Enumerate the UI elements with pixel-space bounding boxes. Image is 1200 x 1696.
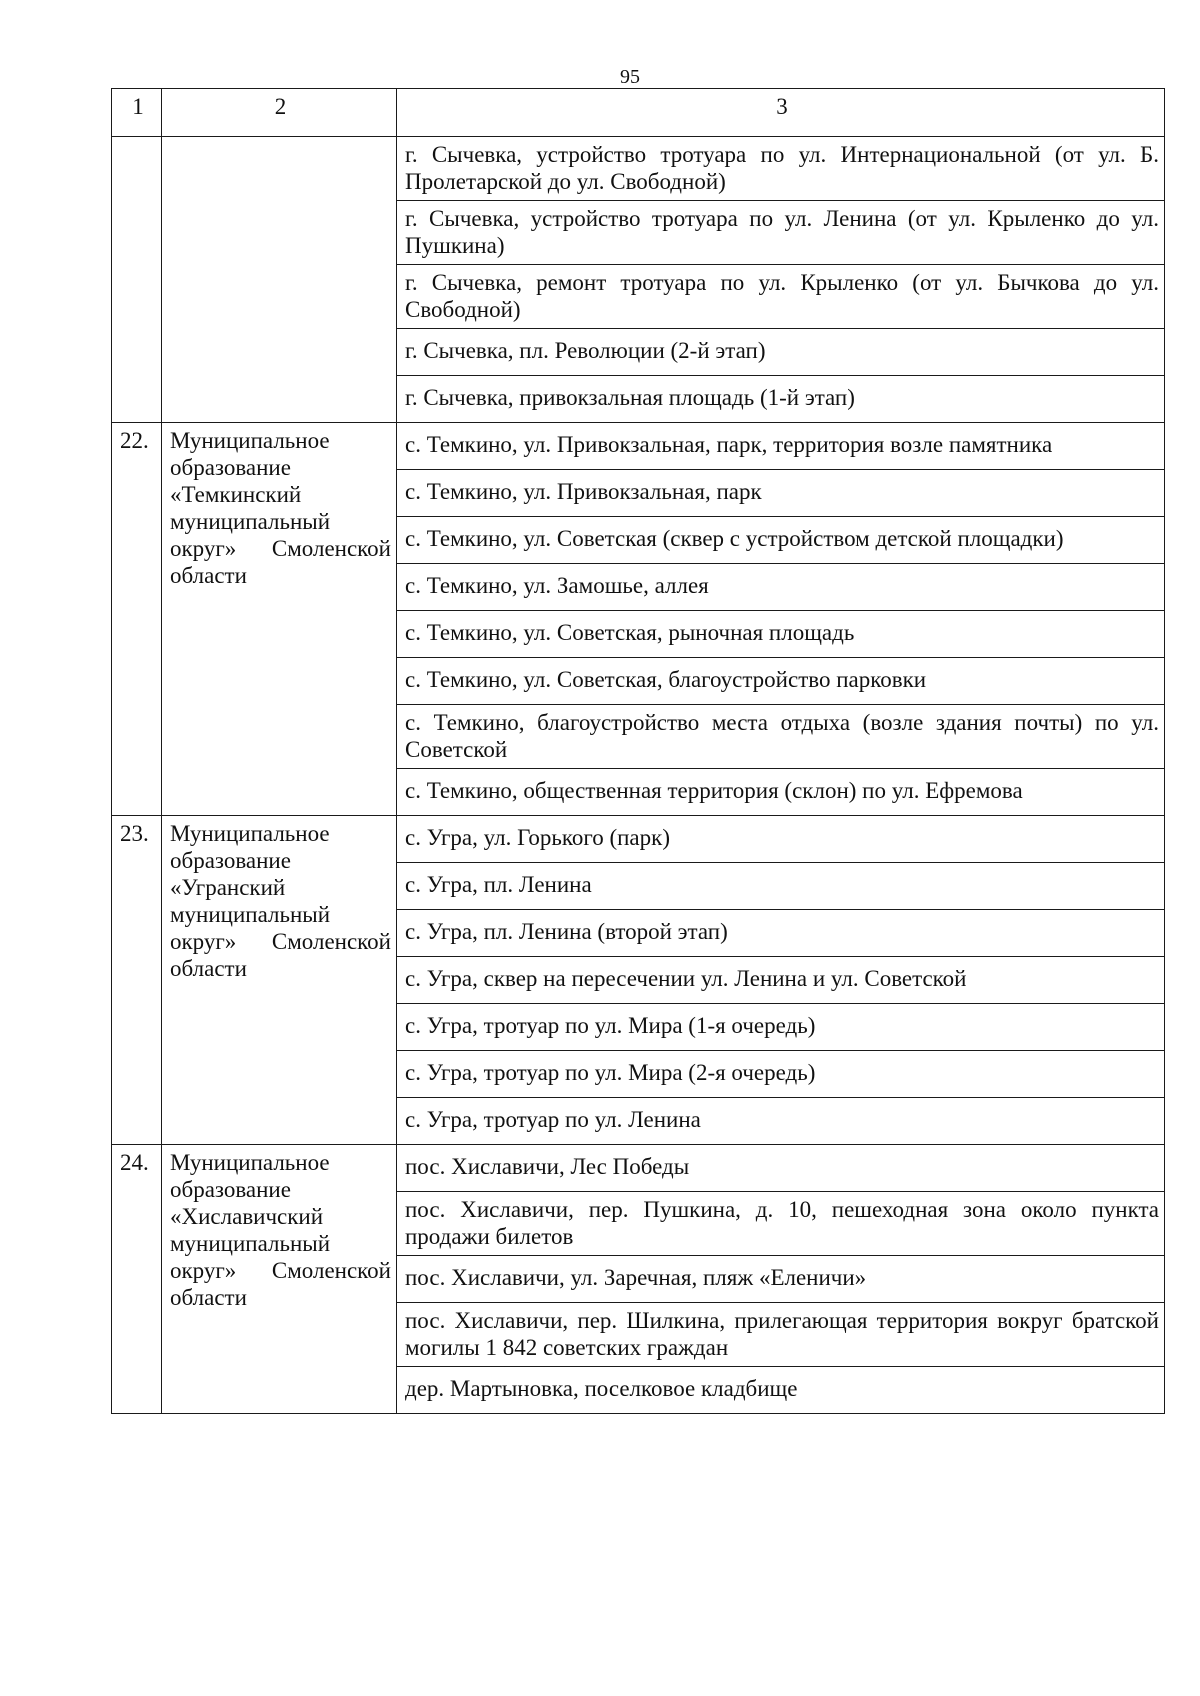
table-row [112,1145,1165,1192]
object-description: г. Сычевка, устройство тротуара по ул. Интернациональной (от ул. Б. Пролетарской до ул. Свободной) [397,137,1165,201]
table-row [112,137,1165,201]
object-description: с. Темкино, общественная территория (склон) по ул. Ефремова [397,769,1165,816]
object-description: с. Угра, сквер на пересечении ул. Ленина и ул. Советской [397,957,1165,1004]
municipality-name: Муниципальное образование «Хиславичский муниципальный округ» Смоленской области [162,1145,397,1414]
row-number: 23. [112,816,162,1145]
municipality-name [162,137,397,423]
object-description: с. Угра, ул. Горького (парк) [397,816,1165,863]
object-description: пос. Хиславичи, пер. Пушкина, д. 10, пешеходная зона около пункта продажи билетов [397,1192,1165,1256]
row-number: 22. [112,423,162,816]
object-description: г. Сычевка, устройство тротуара по ул. Ленина (от ул. Крыленко до ул. Пушкина) [397,201,1165,265]
object-description: с. Темкино, ул. Советская, благоустройство парковки [397,658,1165,705]
object-description: с. Темкино, ул. Привокзальная, парк [397,470,1165,517]
municipality-name: Муниципальное образование «Темкинский муниципальный округ» Смоленской области [162,423,397,816]
object-description: пос. Хиславичи, ул. Заречная, пляж «Еленичи» [397,1256,1165,1303]
column-header-1: 1 [112,89,162,137]
object-description: с. Темкино, ул. Замошье, аллея [397,564,1165,611]
object-description: с. Угра, тротуар по ул. Мира (2-я очередь) [397,1051,1165,1098]
table-header-row [112,89,1165,137]
object-description: с. Темкино, ул. Привокзальная, парк, территория возле памятника [397,423,1165,470]
table-body [112,137,1165,1414]
row-number: 24. [112,1145,162,1414]
column-header-2: 2 [162,89,397,137]
object-description: с. Угра, тротуар по ул. Мира (1-я очередь) [397,1004,1165,1051]
objects-table [111,88,1165,1414]
object-description: г. Сычевка, ремонт тротуара по ул. Крыленко (от ул. Бычкова до ул. Свободной) [397,265,1165,329]
object-description: с. Темкино, ул. Советская (сквер с устройством детской площадки) [397,517,1165,564]
object-description: с. Угра, пл. Ленина (второй этап) [397,910,1165,957]
object-description: г. Сычевка, пл. Революции (2-й этап) [397,329,1165,376]
object-description: г. Сычевка, привокзальная площадь (1-й этап) [397,376,1165,423]
page-number: 95 [620,66,640,88]
municipality-name: Муниципальное образование «Угранский муниципальный округ» Смоленской области [162,816,397,1145]
table-row [112,423,1165,470]
object-description: с. Угра, пл. Ленина [397,863,1165,910]
table-row [112,816,1165,863]
object-description: дер. Мартыновка, поселковое кладбище [397,1367,1165,1414]
object-description: с. Темкино, благоустройство места отдыха (возле здания почты) по ул. Советской [397,705,1165,769]
object-description: пос. Хиславичи, Лес Победы [397,1145,1165,1192]
object-description: с. Темкино, ул. Советская, рыночная площадь [397,611,1165,658]
object-description: с. Угра, тротуар по ул. Ленина [397,1098,1165,1145]
row-number [112,137,162,423]
column-header-3: 3 [397,89,1165,137]
object-description: пос. Хиславичи, пер. Шилкина, прилегающая территория вокруг братской могилы 1 842 советских граждан [397,1303,1165,1367]
